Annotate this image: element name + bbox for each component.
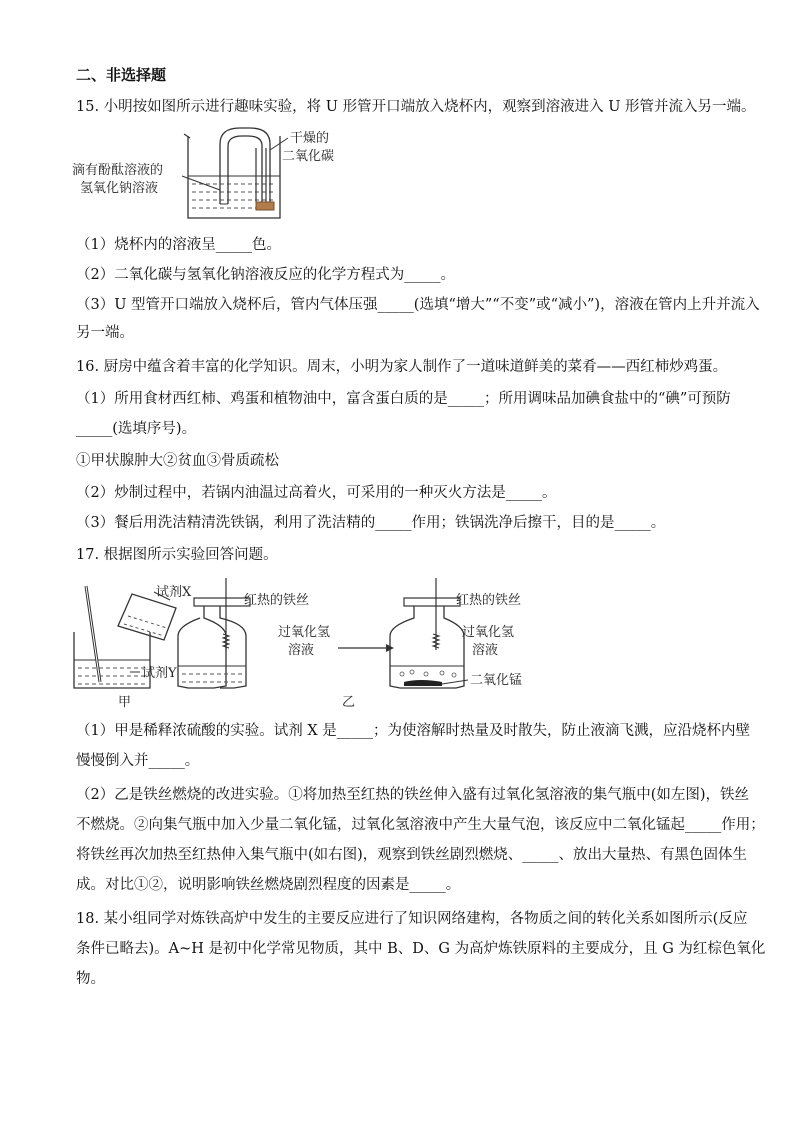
q15-part1: （1）烧杯内的溶液呈_____色。 bbox=[76, 237, 281, 253]
arrow-icon bbox=[338, 644, 394, 652]
figure-jia bbox=[74, 585, 192, 710]
q15-figure bbox=[70, 124, 370, 224]
label-mno2: 二氧化锰 bbox=[470, 673, 523, 688]
label-dry: 干燥的 bbox=[290, 131, 330, 146]
label-naoh: 氢氧化钠溶液 bbox=[80, 181, 159, 196]
q17-stem: 17. 根据图所示实验回答问题。 bbox=[76, 547, 278, 563]
q15-part3-line2: 另一端。 bbox=[76, 325, 134, 341]
label-yi: 乙 bbox=[342, 695, 356, 710]
q16-part1-line2: _____(选填序号)。 bbox=[76, 421, 197, 437]
mno2-powder bbox=[404, 680, 442, 686]
label-hot-wire-left: 红热的铁丝 bbox=[244, 593, 310, 608]
q18-line1: 18. 某小组同学对炼铁高炉中发生的主要反应进行了知识网络建构，各物质之间的转化关系如图所示(反应 bbox=[76, 911, 748, 927]
stopper bbox=[256, 202, 274, 210]
q17-part1-line1: （1）甲是稀释浓硫酸的实验。试剂 X 是_____；为使溶解时热量及时散失，防止液滴飞溅，应沿烧杯内壁 bbox=[76, 723, 751, 739]
label-co2: 二氧化碳 bbox=[282, 149, 335, 164]
q17-figure bbox=[70, 574, 540, 714]
q17-part1-line2: 慢慢倒入并_____。 bbox=[76, 753, 200, 769]
q16-options: ①甲状腺肿大②贫血③骨质疏松 bbox=[76, 453, 279, 469]
figure-yi-left bbox=[178, 578, 330, 688]
q18-line3: 物。 bbox=[76, 971, 105, 987]
q17-part2-line4: 成。对比①②，说明影响铁丝燃烧剧烈程度的因素是_____。 bbox=[76, 877, 461, 893]
label-h2o2-right-2: 溶液 bbox=[472, 643, 499, 658]
label-h2o2-left-1: 过氧化氢 bbox=[278, 625, 331, 640]
q16-part1-line1: （1）所用食材西红柿、鸡蛋和植物油中，富含蛋白质的是_____；所用调味品加碘食盐中的“碘”可预防 bbox=[76, 391, 731, 407]
q15-part3-line1: （3）U 型管开口端放入烧杯后，管内气体压强_____(选填“增大”“不变”或“减小”)，溶液在管内上升并流入 bbox=[76, 297, 760, 313]
label-jia: 甲 bbox=[118, 695, 132, 710]
q17-part2-line3: 将铁丝再次加热至红热伸入集气瓶中(如右图)，观察到铁丝剧烈燃烧、_____、放出大量热、有黑色固体生 bbox=[76, 847, 748, 863]
q17-part2-line1: （2）乙是铁丝燃烧的改进实验。①将加热至红热的铁丝伸入盛有过氧化氢溶液的集气瓶中(如左图)，铁丝 bbox=[76, 787, 750, 803]
label-phenolphthalein: 滴有酚酞溶液的 bbox=[72, 163, 164, 178]
label-h2o2-left-2: 溶液 bbox=[288, 643, 315, 658]
q15-stem: 15. 小明按如图所示进行趣味实验，将 U 形管开口端放入烧杯内，观察到溶液进入 U 形管并流入另一端。 bbox=[76, 99, 756, 115]
label-reagent-x: 试剂X bbox=[156, 585, 192, 600]
figure-yi-right bbox=[390, 578, 522, 688]
q18-line2: 条件已略去)。A~H 是初中化学常见物质，其中 B、D、G 为高炉炼铁原料的主要成分，且 G 为红棕色氧化 bbox=[76, 941, 766, 957]
label-reagent-y: 试剂Y bbox=[142, 666, 177, 681]
u-tube bbox=[220, 128, 270, 208]
q17-part2-line2: 不燃烧。②向集气瓶中加入少量二氧化锰，过氧化氢溶液中产生大量气泡，该反应中二氧化锰起_____作用； bbox=[76, 817, 765, 833]
q16-part2: （2）炒制过程中，若锅内油温过高着火，可采用的一种灭火方法是_____。 bbox=[76, 485, 557, 501]
q16-stem: 16. 厨房中蕴含着丰富的化学知识。周末，小明为家人制作了一道味道鲜美的菜肴——西红柿炒鸡蛋。 bbox=[76, 359, 728, 375]
q16-part3: （3）餐后用洗洁精清洗铁锅，利用了洗洁精的_____作用；铁锅洗净后擦干，目的是_____。 bbox=[76, 515, 666, 531]
label-h2o2-right-1: 过氧化氢 bbox=[462, 625, 515, 640]
section-title: 二、非选择题 bbox=[76, 66, 167, 84]
q15-part2: （2）二氧化碳与氢氧化钠溶液反应的化学方程式为_____。 bbox=[76, 267, 455, 283]
label-hot-wire-right: 红热的铁丝 bbox=[456, 593, 522, 608]
